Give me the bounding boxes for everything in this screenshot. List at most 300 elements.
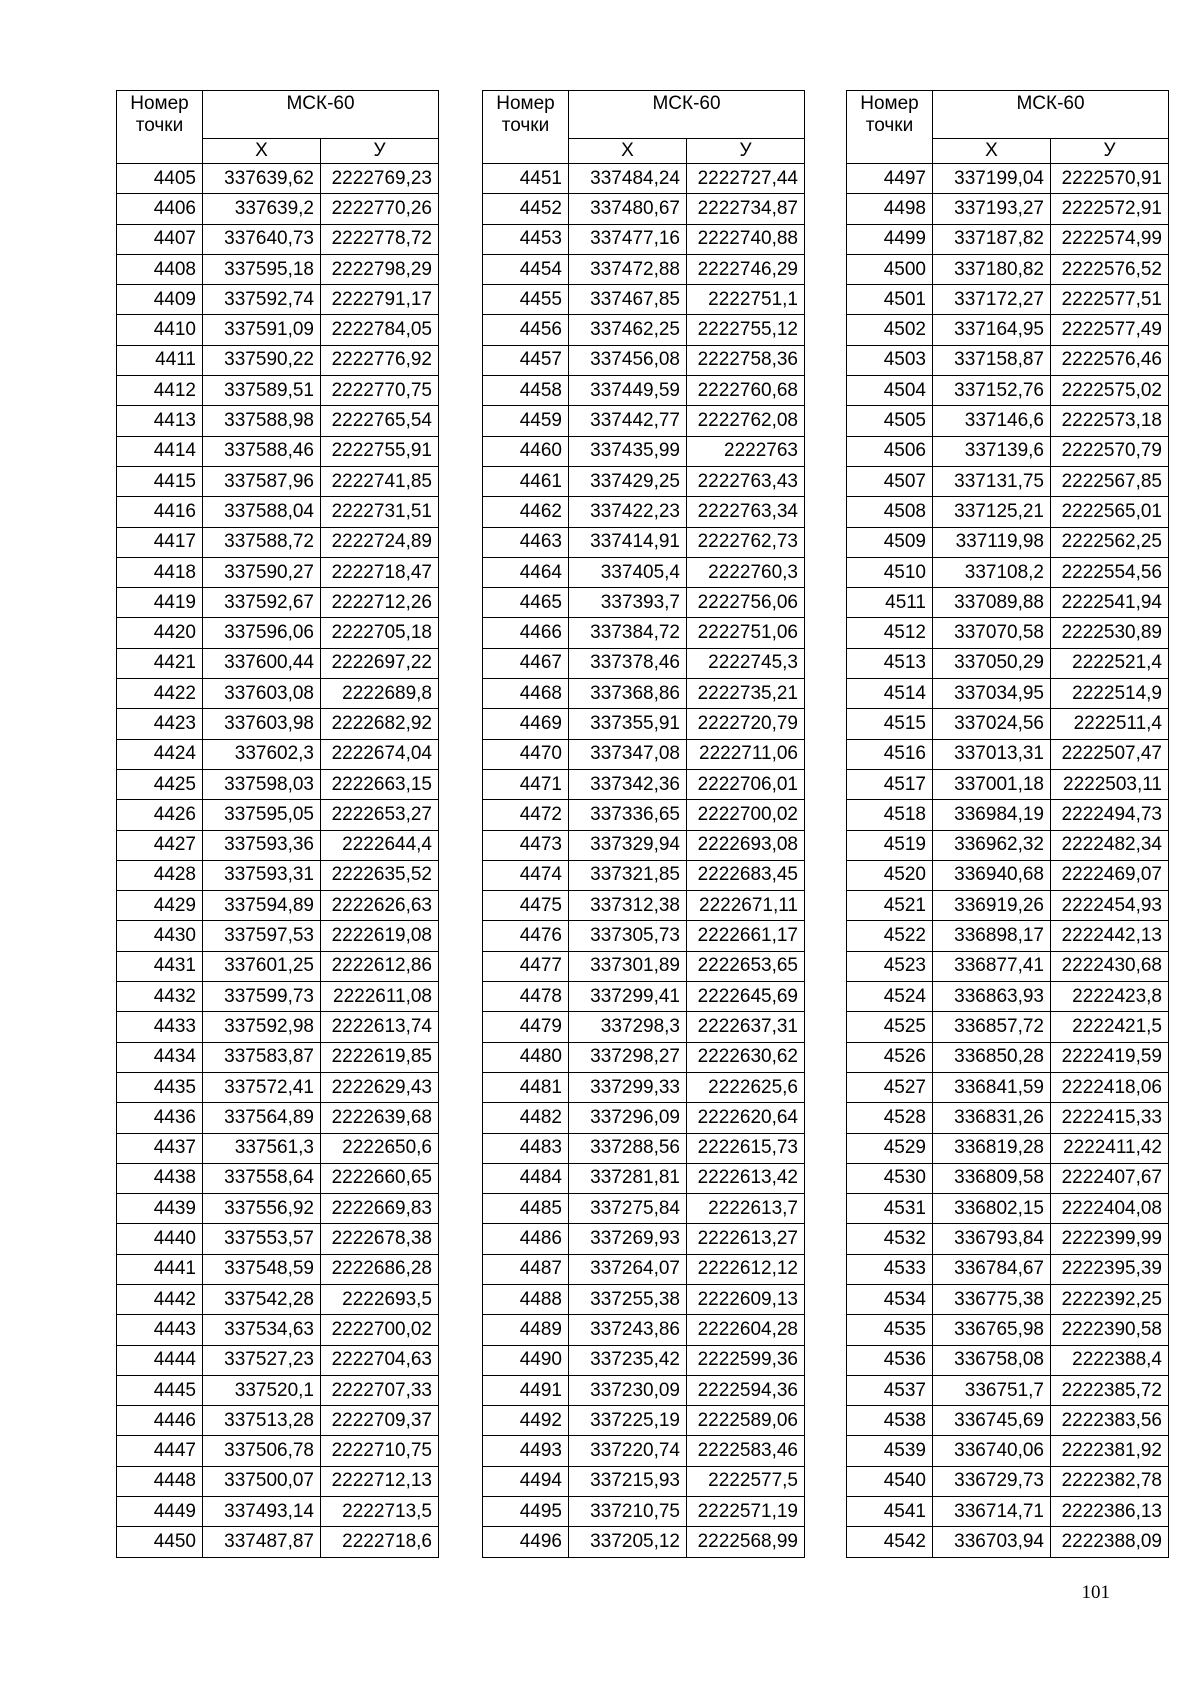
table-row (117, 497, 439, 527)
y-coordinate-cell: 2222399,99 (1051, 1224, 1169, 1254)
x-coordinate-cell: 337558,64 (203, 1163, 321, 1193)
point-number-cell: 4499 (847, 224, 933, 254)
point-number-cell: 4453 (483, 224, 569, 254)
y-coordinate-cell: 2222751,1 (687, 285, 805, 315)
x-coordinate-cell: 337152,76 (933, 376, 1051, 406)
x-coordinate-cell: 337275,84 (569, 1194, 687, 1224)
y-coordinate-cell: 2222720,79 (687, 709, 805, 739)
y-coordinate-cell: 2222626,63 (321, 891, 439, 921)
table-row (117, 982, 439, 1012)
x-coordinate-cell: 337602,3 (203, 739, 321, 769)
point-number-cell: 4446 (117, 1406, 203, 1436)
table-row (483, 588, 805, 618)
x-coordinate-cell: 337299,33 (569, 1072, 687, 1102)
y-coordinate-cell: 2222746,29 (687, 254, 805, 284)
point-number-cell: 4440 (117, 1224, 203, 1254)
x-coordinate-cell: 337487,87 (203, 1527, 321, 1557)
x-coordinate-cell: 337548,59 (203, 1254, 321, 1284)
x-coordinate-cell: 336729,73 (933, 1466, 1051, 1496)
table-row (483, 1527, 805, 1557)
table-row (483, 376, 805, 406)
point-number-cell: 4490 (483, 1345, 569, 1375)
table-row (847, 1194, 1169, 1224)
point-number-cell: 4413 (117, 406, 203, 436)
table-row (483, 1254, 805, 1284)
y-coordinate-cell: 2222629,43 (321, 1072, 439, 1102)
table-row (483, 497, 805, 527)
table-row (483, 739, 805, 769)
x-coordinate-cell: 337329,94 (569, 830, 687, 860)
y-coordinate-cell: 2222503,11 (1051, 769, 1169, 799)
y-coordinate-cell: 2222710,75 (321, 1436, 439, 1466)
point-number-cell: 4474 (483, 860, 569, 890)
x-coordinate-cell: 336984,19 (933, 800, 1051, 830)
y-coordinate-cell: 2222619,85 (321, 1042, 439, 1072)
y-coordinate-cell: 2222674,04 (321, 739, 439, 769)
y-coordinate-cell: 2222570,91 (1051, 164, 1169, 194)
x-coordinate-cell: 336863,93 (933, 982, 1051, 1012)
y-coordinate-cell: 2222678,38 (321, 1224, 439, 1254)
table-row (847, 1497, 1169, 1527)
x-coordinate-cell: 336962,32 (933, 830, 1051, 860)
point-number-cell: 4419 (117, 588, 203, 618)
x-coordinate-cell: 337298,3 (569, 1012, 687, 1042)
x-coordinate-cell: 337220,74 (569, 1436, 687, 1466)
table-row (117, 588, 439, 618)
point-number-cell: 4517 (847, 769, 933, 799)
point-number-cell: 4535 (847, 1315, 933, 1345)
table-row (847, 951, 1169, 981)
point-number-cell: 4420 (117, 618, 203, 648)
x-coordinate-cell: 336877,41 (933, 951, 1051, 981)
x-coordinate-cell: 337050,29 (933, 648, 1051, 678)
table-row (483, 1315, 805, 1345)
y-coordinate-cell: 2222770,26 (321, 194, 439, 224)
point-number-cell: 4476 (483, 921, 569, 951)
point-number-cell: 4524 (847, 982, 933, 1012)
x-coordinate-cell: 337119,98 (933, 527, 1051, 557)
x-coordinate-cell: 336745,69 (933, 1406, 1051, 1436)
x-coordinate-cell: 336751,7 (933, 1375, 1051, 1405)
x-coordinate-cell: 337215,93 (569, 1466, 687, 1496)
point-number-cell: 4510 (847, 557, 933, 587)
point-number-cell: 4518 (847, 800, 933, 830)
table-row (117, 315, 439, 345)
table-row (483, 254, 805, 284)
point-number-cell: 4504 (847, 376, 933, 406)
table-row (483, 436, 805, 466)
point-number-cell: 4406 (117, 194, 203, 224)
x-coordinate-cell: 337449,59 (569, 376, 687, 406)
point-number-cell: 4500 (847, 254, 933, 284)
table-row (483, 800, 805, 830)
table-row (483, 1103, 805, 1133)
table-row (117, 557, 439, 587)
table-row (117, 285, 439, 315)
point-number-cell: 4520 (847, 860, 933, 890)
x-coordinate-cell: 337506,78 (203, 1436, 321, 1466)
point-number-cell: 4533 (847, 1254, 933, 1284)
table-row (847, 1042, 1169, 1072)
y-coordinate-cell: 2222697,22 (321, 648, 439, 678)
y-coordinate-cell: 2222693,5 (321, 1284, 439, 1314)
x-coordinate-cell: 337422,23 (569, 497, 687, 527)
point-number-cell: 4487 (483, 1254, 569, 1284)
x-coordinate-cell: 336841,59 (933, 1072, 1051, 1102)
table-row (847, 557, 1169, 587)
coordinates-table-3 (846, 90, 1169, 1558)
x-coordinate-cell: 337393,7 (569, 588, 687, 618)
point-number-cell: 4428 (117, 860, 203, 890)
y-coordinate-cell: 2222385,72 (1051, 1375, 1169, 1405)
point-number-cell: 4509 (847, 527, 933, 557)
y-coordinate-cell: 2222421,5 (1051, 1012, 1169, 1042)
table-row (483, 830, 805, 860)
y-header: У (1051, 139, 1169, 164)
table-row (847, 1103, 1169, 1133)
table-row (117, 1345, 439, 1375)
x-coordinate-cell: 337600,44 (203, 648, 321, 678)
x-coordinate-cell: 337435,99 (569, 436, 687, 466)
x-coordinate-cell: 337583,87 (203, 1042, 321, 1072)
table-row (847, 1466, 1169, 1496)
point-number-cell: 4537 (847, 1375, 933, 1405)
x-coordinate-cell: 337456,08 (569, 345, 687, 375)
y-coordinate-cell: 2222613,27 (687, 1224, 805, 1254)
point-number-cell: 4514 (847, 679, 933, 709)
x-coordinate-cell: 337593,36 (203, 830, 321, 860)
table-row (117, 1254, 439, 1284)
table-row (847, 315, 1169, 345)
y-coordinate-cell: 2222700,02 (321, 1315, 439, 1345)
y-coordinate-cell: 2222770,75 (321, 376, 439, 406)
x-coordinate-cell: 337588,98 (203, 406, 321, 436)
table-row (483, 406, 805, 436)
table-row (483, 345, 805, 375)
table-row (847, 830, 1169, 860)
y-coordinate-cell: 2222612,86 (321, 951, 439, 981)
point-number-cell: 4411 (117, 345, 203, 375)
point-number-cell: 4412 (117, 376, 203, 406)
x-coordinate-cell: 337368,86 (569, 679, 687, 709)
y-coordinate-cell: 2222763,43 (687, 466, 805, 496)
x-coordinate-cell: 337414,91 (569, 527, 687, 557)
table-row (117, 1103, 439, 1133)
table-row (483, 679, 805, 709)
x-coordinate-cell: 337595,18 (203, 254, 321, 284)
x-coordinate-cell: 336898,17 (933, 921, 1051, 951)
y-coordinate-cell: 2222706,01 (687, 769, 805, 799)
x-coordinate-cell: 337591,09 (203, 315, 321, 345)
x-coordinate-cell: 337405,4 (569, 557, 687, 587)
y-coordinate-cell: 2222573,18 (1051, 406, 1169, 436)
x-coordinate-cell: 337595,05 (203, 800, 321, 830)
point-number-cell: 4445 (117, 1375, 203, 1405)
point-number-cell: 4484 (483, 1163, 569, 1193)
x-coordinate-cell: 337639,2 (203, 194, 321, 224)
x-coordinate-cell: 337158,87 (933, 345, 1051, 375)
y-coordinate-cell: 2222645,69 (687, 982, 805, 1012)
table-row (483, 466, 805, 496)
x-coordinate-cell: 337590,22 (203, 345, 321, 375)
x-coordinate-cell: 337603,08 (203, 679, 321, 709)
y-coordinate-cell: 2222575,02 (1051, 376, 1169, 406)
point-number-cell: 4515 (847, 709, 933, 739)
y-coordinate-cell: 2222653,27 (321, 800, 439, 830)
table-row (847, 1224, 1169, 1254)
point-number-cell: 4416 (117, 497, 203, 527)
y-coordinate-cell: 2222751,06 (687, 618, 805, 648)
point-number-cell: 4475 (483, 891, 569, 921)
point-number-cell: 4482 (483, 1103, 569, 1133)
table-row (117, 194, 439, 224)
y-coordinate-cell: 2222423,8 (1051, 982, 1169, 1012)
table-row (483, 164, 805, 194)
table-row (117, 739, 439, 769)
point-number-cell: 4542 (847, 1527, 933, 1557)
x-coordinate-cell: 337013,31 (933, 739, 1051, 769)
x-coordinate-cell: 337588,72 (203, 527, 321, 557)
x-coordinate-cell: 337480,67 (569, 194, 687, 224)
point-number-cell: 4405 (117, 164, 203, 194)
table-row (847, 194, 1169, 224)
table-row (483, 769, 805, 799)
x-coordinate-cell: 337639,62 (203, 164, 321, 194)
y-coordinate-cell: 2222724,89 (321, 527, 439, 557)
table-row (117, 800, 439, 830)
point-number-cell: 4455 (483, 285, 569, 315)
table-row (847, 1254, 1169, 1284)
y-coordinate-cell: 2222388,09 (1051, 1527, 1169, 1557)
point-number-cell: 4541 (847, 1497, 933, 1527)
table-row (483, 1375, 805, 1405)
point-number-cell: 4429 (117, 891, 203, 921)
x-coordinate-cell: 337305,73 (569, 921, 687, 951)
table-row (847, 376, 1169, 406)
point-number-cell: 4477 (483, 951, 569, 981)
x-coordinate-cell: 337493,14 (203, 1497, 321, 1527)
x-coordinate-cell: 337553,57 (203, 1224, 321, 1254)
table-row (847, 1315, 1169, 1345)
point-number-cell: 4432 (117, 982, 203, 1012)
table-row (117, 1042, 439, 1072)
y-header: У (687, 139, 805, 164)
y-coordinate-cell: 2222469,07 (1051, 860, 1169, 890)
point-number-header: Номер точки (483, 91, 569, 164)
x-coordinate-cell: 337594,89 (203, 891, 321, 921)
y-coordinate-cell: 2222762,08 (687, 406, 805, 436)
point-number-cell: 4424 (117, 739, 203, 769)
point-number-cell: 4506 (847, 436, 933, 466)
point-number-cell: 4485 (483, 1194, 569, 1224)
x-coordinate-cell: 337355,91 (569, 709, 687, 739)
coordinate-system-header: МСК-60 (933, 91, 1169, 139)
y-coordinate-cell: 2222530,89 (1051, 618, 1169, 648)
y-coordinate-cell: 2222769,23 (321, 164, 439, 194)
x-coordinate-cell: 337264,07 (569, 1254, 687, 1284)
point-number-cell: 4478 (483, 982, 569, 1012)
table-row (117, 1466, 439, 1496)
table-row (117, 345, 439, 375)
y-coordinate-cell: 2222637,31 (687, 1012, 805, 1042)
table-row (483, 618, 805, 648)
y-coordinate-cell: 2222577,5 (687, 1466, 805, 1496)
table-row (847, 345, 1169, 375)
y-coordinate-cell: 2222693,08 (687, 830, 805, 860)
table-row (117, 164, 439, 194)
point-number-cell: 4466 (483, 618, 569, 648)
table-row (483, 860, 805, 890)
y-coordinate-cell: 2222713,5 (321, 1497, 439, 1527)
point-number-cell: 4425 (117, 769, 203, 799)
point-number-cell: 4464 (483, 557, 569, 587)
y-coordinate-cell: 2222430,68 (1051, 951, 1169, 981)
table-row (483, 709, 805, 739)
point-number-cell: 4463 (483, 527, 569, 557)
table-row (483, 1466, 805, 1496)
x-coordinate-cell: 337342,36 (569, 769, 687, 799)
x-coordinate-cell: 337599,73 (203, 982, 321, 1012)
point-number-cell: 4488 (483, 1284, 569, 1314)
y-coordinate-cell: 2222388,4 (1051, 1345, 1169, 1375)
x-coordinate-cell: 337281,81 (569, 1163, 687, 1193)
y-coordinate-cell: 2222755,91 (321, 436, 439, 466)
table-row (847, 1072, 1169, 1102)
x-coordinate-cell: 337462,25 (569, 315, 687, 345)
table-row (117, 1133, 439, 1163)
point-number-cell: 4473 (483, 830, 569, 860)
x-coordinate-cell: 337070,58 (933, 618, 1051, 648)
x-coordinate-cell: 337442,77 (569, 406, 687, 436)
y-coordinate-cell: 2222583,46 (687, 1436, 805, 1466)
point-number-cell: 4461 (483, 466, 569, 496)
point-number-cell: 4407 (117, 224, 203, 254)
table-row (483, 891, 805, 921)
y-coordinate-cell: 2222507,47 (1051, 739, 1169, 769)
point-number-cell: 4442 (117, 1284, 203, 1314)
x-coordinate-cell: 337312,38 (569, 891, 687, 921)
table-row (117, 1224, 439, 1254)
table-row (847, 1375, 1169, 1405)
point-number-cell: 4527 (847, 1072, 933, 1102)
x-coordinate-cell: 337296,09 (569, 1103, 687, 1133)
y-coordinate-cell: 2222611,08 (321, 982, 439, 1012)
x-coordinate-cell: 336819,28 (933, 1133, 1051, 1163)
table-row (483, 921, 805, 951)
x-coordinate-cell: 337187,82 (933, 224, 1051, 254)
table-row (483, 648, 805, 678)
table-row (483, 285, 805, 315)
y-coordinate-cell: 2222763 (687, 436, 805, 466)
y-coordinate-cell: 2222395,39 (1051, 1254, 1169, 1284)
y-coordinate-cell: 2222570,79 (1051, 436, 1169, 466)
table-row (847, 1527, 1169, 1557)
y-coordinate-cell: 2222411,42 (1051, 1133, 1169, 1163)
point-number-cell: 4433 (117, 1012, 203, 1042)
y-coordinate-cell: 2222565,01 (1051, 497, 1169, 527)
x-coordinate-cell: 337564,89 (203, 1103, 321, 1133)
y-coordinate-cell: 2222482,34 (1051, 830, 1169, 860)
x-coordinate-cell: 337146,6 (933, 406, 1051, 436)
table-row (117, 1163, 439, 1193)
coordinates-table-2 (482, 90, 805, 1558)
point-number-cell: 4414 (117, 436, 203, 466)
table-row (117, 951, 439, 981)
point-number-cell: 4431 (117, 951, 203, 981)
point-number-cell: 4480 (483, 1042, 569, 1072)
y-coordinate-cell: 2222568,99 (687, 1527, 805, 1557)
x-coordinate-cell: 337288,56 (569, 1133, 687, 1163)
x-coordinate-cell: 337592,74 (203, 285, 321, 315)
y-coordinate-cell: 2222554,56 (1051, 557, 1169, 587)
point-number-cell: 4496 (483, 1527, 569, 1557)
x-coordinate-cell: 337235,42 (569, 1345, 687, 1375)
point-number-cell: 4439 (117, 1194, 203, 1224)
point-number-cell: 4538 (847, 1406, 933, 1436)
point-number-cell: 4494 (483, 1466, 569, 1496)
table-row (117, 376, 439, 406)
x-coordinate-cell: 337592,98 (203, 1012, 321, 1042)
point-number-cell: 4489 (483, 1315, 569, 1345)
x-coordinate-cell: 336758,08 (933, 1345, 1051, 1375)
y-coordinate-cell: 2222494,73 (1051, 800, 1169, 830)
point-number-cell: 4447 (117, 1436, 203, 1466)
header-row (117, 91, 439, 139)
x-coordinate-cell: 337587,96 (203, 466, 321, 496)
x-coordinate-cell: 336831,26 (933, 1103, 1051, 1133)
point-number-cell: 4516 (847, 739, 933, 769)
table-row (483, 1436, 805, 1466)
table-row (117, 1072, 439, 1102)
y-coordinate-cell: 2222740,88 (687, 224, 805, 254)
point-number-cell: 4525 (847, 1012, 933, 1042)
x-coordinate-cell: 336809,58 (933, 1163, 1051, 1193)
table-row (117, 436, 439, 466)
table-row (847, 679, 1169, 709)
x-coordinate-cell: 337597,53 (203, 921, 321, 951)
x-coordinate-cell: 337255,38 (569, 1284, 687, 1314)
table-row (117, 1375, 439, 1405)
x-coordinate-cell: 336857,72 (933, 1012, 1051, 1042)
y-coordinate-cell: 2222718,47 (321, 557, 439, 587)
y-coordinate-cell: 2222562,25 (1051, 527, 1169, 557)
y-coordinate-cell: 2222776,92 (321, 345, 439, 375)
y-coordinate-cell: 2222604,28 (687, 1315, 805, 1345)
point-number-cell: 4458 (483, 376, 569, 406)
table-row (117, 1527, 439, 1557)
point-number-cell: 4426 (117, 800, 203, 830)
x-coordinate-cell: 337500,07 (203, 1466, 321, 1496)
y-coordinate-cell: 2222705,18 (321, 618, 439, 648)
y-coordinate-cell: 2222683,45 (687, 860, 805, 890)
x-coordinate-cell: 337588,46 (203, 436, 321, 466)
y-coordinate-cell: 2222663,15 (321, 769, 439, 799)
point-number-cell: 4469 (483, 709, 569, 739)
y-coordinate-cell: 2222762,73 (687, 527, 805, 557)
table-row (117, 466, 439, 496)
x-header: Х (933, 139, 1051, 164)
point-number-cell: 4448 (117, 1466, 203, 1496)
x-coordinate-cell: 337001,18 (933, 769, 1051, 799)
x-coordinate-cell: 337205,12 (569, 1527, 687, 1557)
x-coordinate-cell: 337592,67 (203, 588, 321, 618)
y-coordinate-cell: 2222711,06 (687, 739, 805, 769)
x-coordinate-cell: 337593,31 (203, 860, 321, 890)
coordinate-system-header: МСК-60 (569, 91, 805, 139)
point-number-cell: 4409 (117, 285, 203, 315)
table-row (847, 497, 1169, 527)
point-number-cell: 4507 (847, 466, 933, 496)
